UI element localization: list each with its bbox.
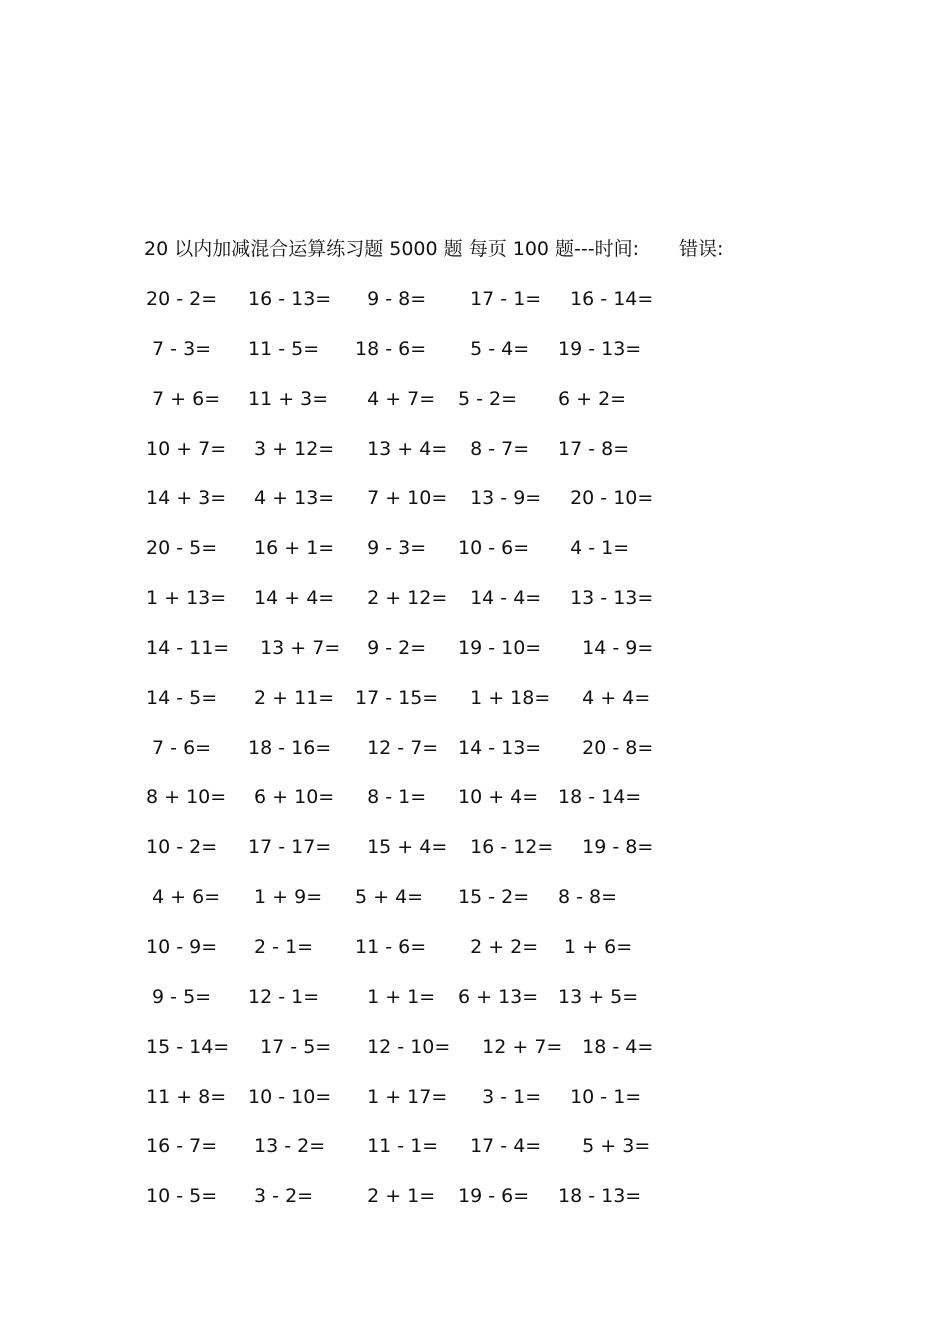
- arithmetic-problem: 15 - 2=: [458, 886, 530, 909]
- arithmetic-problem: 11 - 6=: [355, 935, 427, 958]
- problem-row: [0, 1084, 950, 1134]
- arithmetic-problem: 7 + 10=: [355, 487, 448, 510]
- worksheet-title: [144, 236, 723, 262]
- arithmetic-problem: 18 - 14=: [558, 786, 642, 809]
- arithmetic-problem: 7 - 3=: [146, 337, 212, 360]
- arithmetic-problem: 1 + 17=: [355, 1085, 448, 1108]
- arithmetic-problem: 7 + 6=: [146, 387, 221, 410]
- arithmetic-problem: 3 + 12=: [248, 437, 335, 460]
- arithmetic-problem: 11 + 8=: [146, 1085, 227, 1108]
- arithmetic-problem: 17 - 4=: [458, 1135, 542, 1158]
- arithmetic-problem: 15 - 14=: [146, 1035, 230, 1058]
- arithmetic-problem: 14 - 13=: [458, 736, 542, 759]
- arithmetic-problem: 11 - 1=: [355, 1135, 439, 1158]
- arithmetic-problem: 9 - 5=: [146, 985, 212, 1008]
- arithmetic-problem: 8 - 7=: [458, 437, 530, 460]
- arithmetic-problem: 12 - 10=: [355, 1035, 451, 1058]
- problem-row: [0, 984, 950, 1034]
- arithmetic-problem: 1 + 13=: [146, 587, 227, 610]
- arithmetic-problem: 10 + 4=: [458, 786, 539, 809]
- arithmetic-problem: 4 + 6=: [146, 886, 221, 909]
- arithmetic-problem: 20 - 5=: [146, 537, 218, 560]
- arithmetic-problem: 2 + 1=: [355, 1185, 436, 1208]
- arithmetic-problem: 10 - 2=: [146, 836, 218, 859]
- arithmetic-problem: 13 - 13=: [558, 587, 654, 610]
- arithmetic-problem: 9 - 3=: [355, 537, 427, 560]
- arithmetic-problem: 2 + 12=: [355, 587, 448, 610]
- problem-row: [0, 485, 950, 535]
- arithmetic-problem: 5 + 3=: [558, 1135, 651, 1158]
- arithmetic-problem: 19 - 6=: [458, 1185, 530, 1208]
- arithmetic-problem: 1 + 9=: [248, 886, 323, 909]
- arithmetic-problem: 15 + 4=: [355, 836, 448, 859]
- arithmetic-problem: 8 - 1=: [355, 786, 427, 809]
- arithmetic-problem: 10 - 9=: [146, 935, 218, 958]
- arithmetic-problem: 19 - 10=: [458, 636, 542, 659]
- arithmetic-problem: 14 + 4=: [248, 587, 335, 610]
- arithmetic-problem: 7 - 6=: [146, 736, 212, 759]
- arithmetic-problem: 5 + 4=: [355, 886, 424, 909]
- errors-label: 错误:: [679, 238, 724, 260]
- arithmetic-problem: 16 - 7=: [146, 1135, 218, 1158]
- arithmetic-problem: 4 + 7=: [355, 387, 436, 410]
- arithmetic-problem: 13 + 5=: [558, 985, 639, 1008]
- arithmetic-problem: 13 - 2=: [248, 1135, 326, 1158]
- arithmetic-problem: 10 - 1=: [558, 1085, 642, 1108]
- arithmetic-problem: 1 + 1=: [355, 985, 436, 1008]
- arithmetic-problem: 17 - 17=: [248, 836, 332, 859]
- problem-row: [0, 436, 950, 486]
- problem-row: [0, 386, 950, 436]
- problem-row: [0, 286, 950, 336]
- arithmetic-problem: 3 - 1=: [458, 1085, 542, 1108]
- problem-row: [0, 1183, 950, 1233]
- arithmetic-problem: 11 + 3=: [248, 387, 329, 410]
- arithmetic-problem: 16 + 1=: [248, 537, 335, 560]
- arithmetic-problem: 4 + 13=: [248, 487, 335, 510]
- arithmetic-problem: 10 + 7=: [146, 437, 227, 460]
- problem-row: [0, 784, 950, 834]
- arithmetic-problem: 20 - 2=: [146, 288, 218, 310]
- arithmetic-problem: 9 - 2=: [355, 636, 427, 659]
- problem-row: [0, 336, 950, 386]
- arithmetic-problem: 16 - 13=: [248, 288, 332, 310]
- problem-row: [0, 884, 950, 934]
- arithmetic-problem: 6 + 13=: [458, 985, 539, 1008]
- arithmetic-problem: 2 - 1=: [248, 935, 314, 958]
- arithmetic-problem: 2 + 11=: [248, 686, 335, 709]
- arithmetic-problem: 13 + 7=: [248, 636, 341, 659]
- arithmetic-problem: 20 - 10=: [558, 487, 654, 510]
- arithmetic-problem: 18 - 6=: [355, 337, 427, 360]
- arithmetic-problem: 13 + 4=: [355, 437, 448, 460]
- arithmetic-problem: 5 - 4=: [458, 337, 530, 360]
- arithmetic-problem: 4 + 4=: [558, 686, 651, 709]
- arithmetic-problem: 14 - 11=: [146, 636, 230, 659]
- arithmetic-problem: 13 - 9=: [458, 487, 542, 510]
- arithmetic-problem: 8 - 8=: [558, 886, 618, 909]
- arithmetic-problem: 1 + 6=: [558, 935, 633, 958]
- problem-row: [0, 834, 950, 884]
- arithmetic-problem: 5 - 2=: [458, 387, 518, 410]
- arithmetic-problem: 18 - 4=: [558, 1035, 654, 1058]
- arithmetic-problem: 4 - 1=: [558, 537, 630, 560]
- problem-row: [0, 735, 950, 785]
- arithmetic-problem: 1 + 18=: [458, 686, 551, 709]
- arithmetic-problem: 14 - 9=: [558, 636, 654, 659]
- problem-row: [0, 685, 950, 735]
- arithmetic-problem: 17 - 1=: [458, 288, 542, 310]
- arithmetic-problem: 20 - 8=: [558, 736, 654, 759]
- arithmetic-problem: 12 + 7=: [458, 1035, 563, 1058]
- problem-row: [0, 1133, 950, 1183]
- arithmetic-problem: 10 - 5=: [146, 1185, 218, 1208]
- problem-row: [0, 585, 950, 635]
- arithmetic-problem: 14 - 4=: [458, 587, 542, 610]
- arithmetic-problem: 16 - 14=: [558, 288, 654, 310]
- arithmetic-problem: 19 - 13=: [558, 337, 642, 360]
- arithmetic-problem: 14 - 5=: [146, 686, 218, 709]
- arithmetic-problem: 14 + 3=: [146, 487, 227, 510]
- title-text: 20 以内加减混合运算练习题 5000 题 每页 100 题---时间:: [144, 238, 640, 260]
- arithmetic-problem: 17 - 5=: [248, 1035, 332, 1058]
- problem-row: [0, 934, 950, 984]
- problem-grid: [0, 286, 950, 1233]
- arithmetic-problem: 10 - 10=: [248, 1085, 332, 1108]
- arithmetic-problem: 18 - 16=: [248, 736, 332, 759]
- arithmetic-problem: 12 - 1=: [248, 985, 320, 1008]
- problem-row: [0, 635, 950, 685]
- arithmetic-problem: 19 - 8=: [558, 836, 654, 859]
- arithmetic-problem: 8 + 10=: [146, 786, 227, 809]
- arithmetic-problem: 17 - 15=: [355, 686, 439, 709]
- arithmetic-problem: 11 - 5=: [248, 337, 320, 360]
- arithmetic-problem: 17 - 8=: [558, 437, 630, 460]
- arithmetic-problem: 18 - 13=: [558, 1185, 642, 1208]
- arithmetic-problem: 16 - 12=: [458, 836, 554, 859]
- arithmetic-problem: 12 - 7=: [355, 736, 439, 759]
- arithmetic-problem: 2 + 2=: [458, 935, 539, 958]
- arithmetic-problem: 10 - 6=: [458, 537, 530, 560]
- arithmetic-problem: 6 + 10=: [248, 786, 335, 809]
- arithmetic-problem: 9 - 8=: [355, 288, 427, 310]
- problem-row: [0, 1034, 950, 1084]
- problem-row: [0, 535, 950, 585]
- arithmetic-problem: 3 - 2=: [248, 1185, 314, 1208]
- arithmetic-problem: 6 + 2=: [558, 387, 627, 410]
